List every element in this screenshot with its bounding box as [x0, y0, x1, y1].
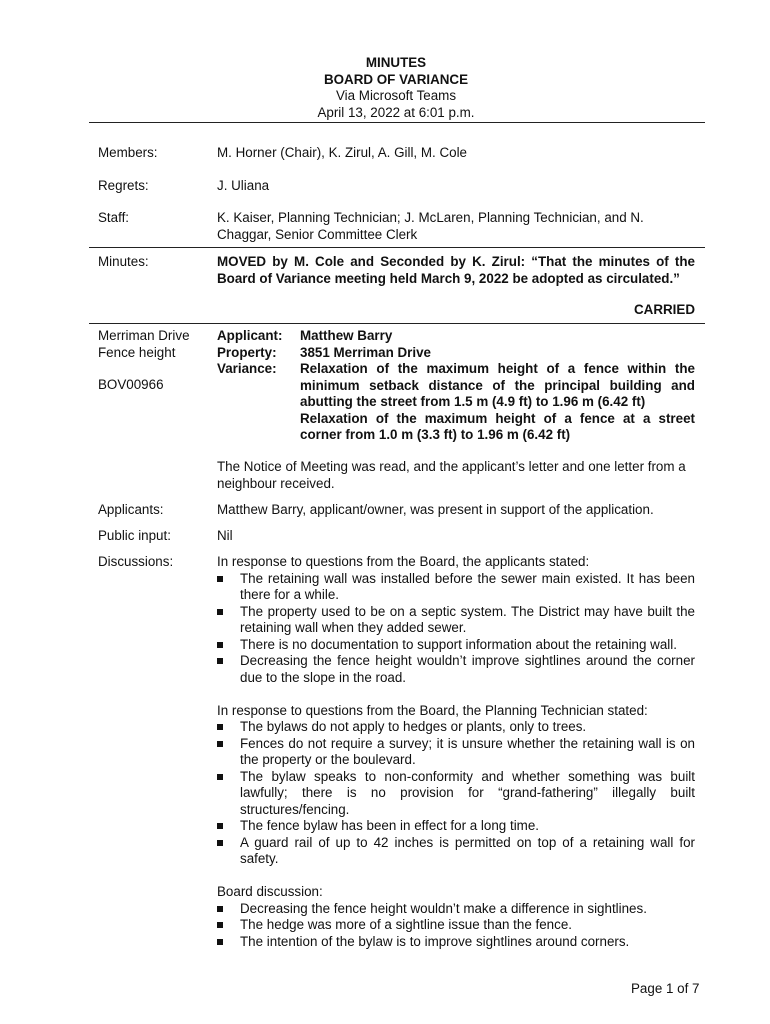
applicant-value: Matthew Barry [300, 328, 393, 343]
variance-row [217, 361, 695, 444]
item-label-line2: Fence height [98, 344, 176, 360]
staff-divider [89, 247, 705, 248]
list-item: The retaining wall was installed before the sewer main existed. It has been there for a while. [217, 571, 695, 604]
minutes-label: Minutes: [98, 254, 149, 269]
header-venue: Via Microsoft Teams [335, 88, 457, 103]
applicants-stated-intro: In response to questions from the Board, the applicants stated: [217, 554, 590, 569]
list-item: A guard rail of up to 42 inches is permitted on top of a retaining wall for safety. [217, 835, 695, 868]
bullet-square-icon [217, 906, 223, 912]
bullet-square-icon [217, 823, 223, 829]
bullet-square-icon [217, 609, 223, 615]
bullet-square-icon [217, 922, 223, 928]
regrets-label: Regrets: [98, 178, 149, 193]
header-board: BOARD OF VARIANCE [323, 71, 469, 87]
applicant-label: Applicant: [217, 328, 283, 343]
technician-stated-intro: In response to questions from the Board, the Planning Technician stated: [217, 702, 648, 718]
applicants-label: Applicants: [98, 502, 164, 517]
item-label [98, 328, 190, 361]
staff-value: K. Kaiser, Planning Technician; J. McLaren, Planning Technician, and N. Chaggar, Senior Committee Clerk [217, 210, 644, 242]
header-title: MINUTES [365, 55, 427, 70]
header-date: April 13, 2022 at 6:01 p.m. [317, 104, 475, 120]
public-input-label: Public input: [98, 528, 171, 543]
header-divider [89, 122, 705, 123]
property-label: Property: [217, 344, 277, 360]
variance-label: Variance: [217, 361, 277, 376]
variance-value-2: Relaxation of the maximum height of a fence at a street corner from 1.0 m (3.3 ft) to 1.96 m (6.42 ft) [300, 410, 695, 442]
bullet-square-icon [217, 658, 223, 664]
bullet-square-icon [217, 642, 223, 648]
property-row [217, 345, 695, 362]
regrets-value: J. Uliana [217, 178, 270, 193]
list-item: Fences do not require a survey; it is unsure whether the retaining wall is on the property or the boulevard. [217, 736, 695, 769]
list-item: The property used to be on a septic system. The District may have built the retaining wall when they added sewer. [217, 604, 695, 637]
public-input-value: Nil [217, 528, 233, 543]
bullet-square-icon [217, 939, 223, 945]
applicants-stated-list [217, 571, 695, 687]
page-number: Page 1 of 7 [631, 981, 700, 996]
list-item: The hedge was more of a sightline issue than the fence. [217, 917, 695, 934]
bullet-square-icon [217, 840, 223, 846]
minutes-result: CARRIED [633, 302, 695, 317]
bullet-square-icon [217, 576, 223, 582]
document-header [0, 55, 770, 121]
list-item: The intention of the bylaw is to improve sightlines around corners. [217, 934, 695, 951]
item-file-number: BOV00966 [98, 377, 164, 392]
property-value: 3851 Merriman Drive [300, 344, 432, 360]
board-discussion-list [217, 901, 695, 951]
discussions-body [217, 554, 695, 950]
variance-values [300, 361, 695, 444]
item-label-line1: Merriman Drive [98, 328, 190, 343]
members-value: M. Horner (Chair), K. Zirul, A. Gill, M. Cole [217, 145, 468, 160]
notice-text: The Notice of Meeting was read, and the applicant’s letter and one letter from a neighbour received. [217, 459, 686, 491]
list-item: The bylaw speaks to non-conformity and whether something was built lawfully; there is no provision for “grand-fathering” illegally built structures/fencing. [217, 769, 695, 819]
list-item: Decreasing the fence height wouldn’t improve sightlines around the corner due to the slope in the road. [217, 653, 695, 686]
minutes-divider [89, 323, 705, 324]
technician-stated-list [217, 719, 695, 868]
variance-value-1: Relaxation of the maximum height of a fence within the minimum setback distance of the principal building and abutting the street from 1.5 m (4.9 ft) to 1.96 m (6.42 ft) [300, 361, 695, 409]
bullet-square-icon [217, 774, 223, 780]
list-item: The bylaws do not apply to hedges or plants, only to trees. [217, 719, 695, 736]
bullet-square-icon [217, 741, 223, 747]
discussions-label: Discussions: [98, 554, 174, 569]
list-item: There is no documentation to support information about the retaining wall. [217, 637, 695, 654]
bullet-square-icon [217, 724, 223, 730]
applicants-value: Matthew Barry, applicant/owner, was present in support of the application. [217, 502, 654, 517]
staff-label: Staff: [98, 210, 130, 225]
board-discussion-intro: Board discussion: [217, 884, 323, 899]
minutes-motion: MOVED by M. Cole and Seconded by K. Zirul: “That the minutes of the Board of Variance meeting held March 9, 2022 be adopted as circulated.” [217, 254, 695, 286]
list-item: The fence bylaw has been in effect for a long time. [217, 818, 695, 835]
list-item: Decreasing the fence height wouldn’t make a difference in sightlines. [217, 901, 695, 918]
application-details [217, 328, 695, 444]
members-label: Members: [98, 145, 158, 160]
applicant-row [217, 328, 695, 345]
